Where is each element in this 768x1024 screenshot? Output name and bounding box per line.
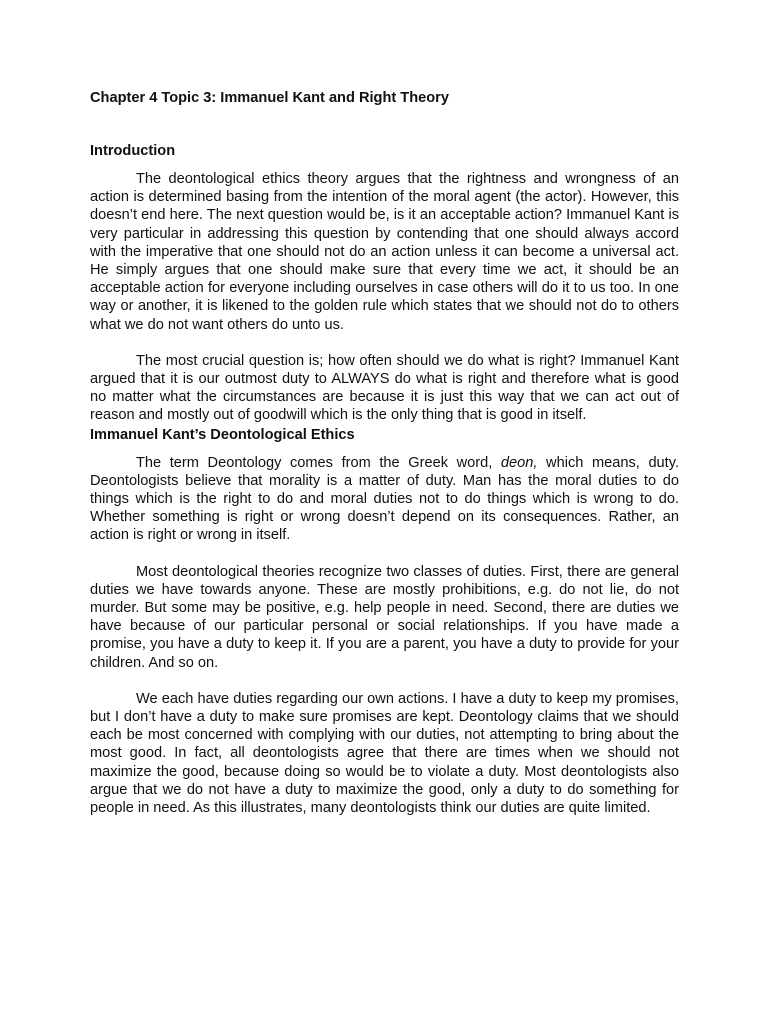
- paragraph: The deontological ethics theory argues that the rightness and wrongness of an action is determined basing from the intention of the moral agent (the actor). However, this doesn’t end here. The next question would be, is it an acceptable action? Immanuel Kant is very particular in addressing this question by contending that one should always accord with the imperative that one should not do an action unless it can become a universal act. He simply argues that one should make sure that every time we act, it should be an acceptable action for everyone including ourselves in case others will do it to us too. In one way or another, it is likened to the golden rule which states that we should not do to others what we do not want others do unto us.: [90, 171, 679, 333]
- section-introduction: [90, 141, 679, 425]
- section-heading-kant-deontological-ethics: Immanuel Kant’s Deontological Ethics: [90, 426, 355, 443]
- document-page: [90, 88, 679, 817]
- chapter-title: Chapter 4 Topic 3: Immanuel Kant and Right Theory: [90, 90, 449, 106]
- paragraph: We each have duties regarding our own actions. I have a duty to keep my promises, but I don’t have a duty to make sure promises are kept. Deontology claims that we should each be most concerned with complying with our duties, not attempting to bring about the most good. In fact, all deontologists agree that there are times when we should not maximize the good, because doing so would be to violate a duty. Most deontologists also argue that we do not have a duty to maximize the good, only a duty to do something for people in need. As this illustrates, many deontologists think our duties are quite limited.: [90, 690, 679, 817]
- paragraph: [90, 454, 679, 545]
- paragraph: Most deontological theories recognize two classes of duties. First, there are general duties we have towards anyone. These are mostly prohibitions, e.g. do not lie, do not murder. But some may be positive, e.g. help people in need. Second, there are duties we have because of our particular personal or social relationships. If you have made a promise, you have a duty to keep it. If you are a parent, you have a duty to provide for your children. And so on.: [90, 563, 679, 671]
- paragraph-text: which means, duty. Deontologists believe that morality is a matter of duty. Man has the moral duties to do things which is the right to do and moral duties not to do things which is wrong to do. Whether something is right or wrong doesn’t depend on its consequences. Rather, an action is right or wrong in itself.: [90, 454, 679, 544]
- section-kant-deontological-ethics: [90, 425, 679, 818]
- section-heading-introduction: Introduction: [90, 143, 176, 159]
- emphasized-term: deon,: [500, 454, 538, 471]
- paragraph-text: The term Deontology comes from the Greek word,: [136, 454, 501, 471]
- paragraph: The most crucial question is; how often should we do what is right? Immanuel Kant argued that it is our outmost duty to ALWAYS do what is right and therefore what is good no matter what the circumstances are because it is just this way that we can act out of reason and mostly out of goodwill which is the only thing that is good in itself.: [90, 352, 679, 424]
